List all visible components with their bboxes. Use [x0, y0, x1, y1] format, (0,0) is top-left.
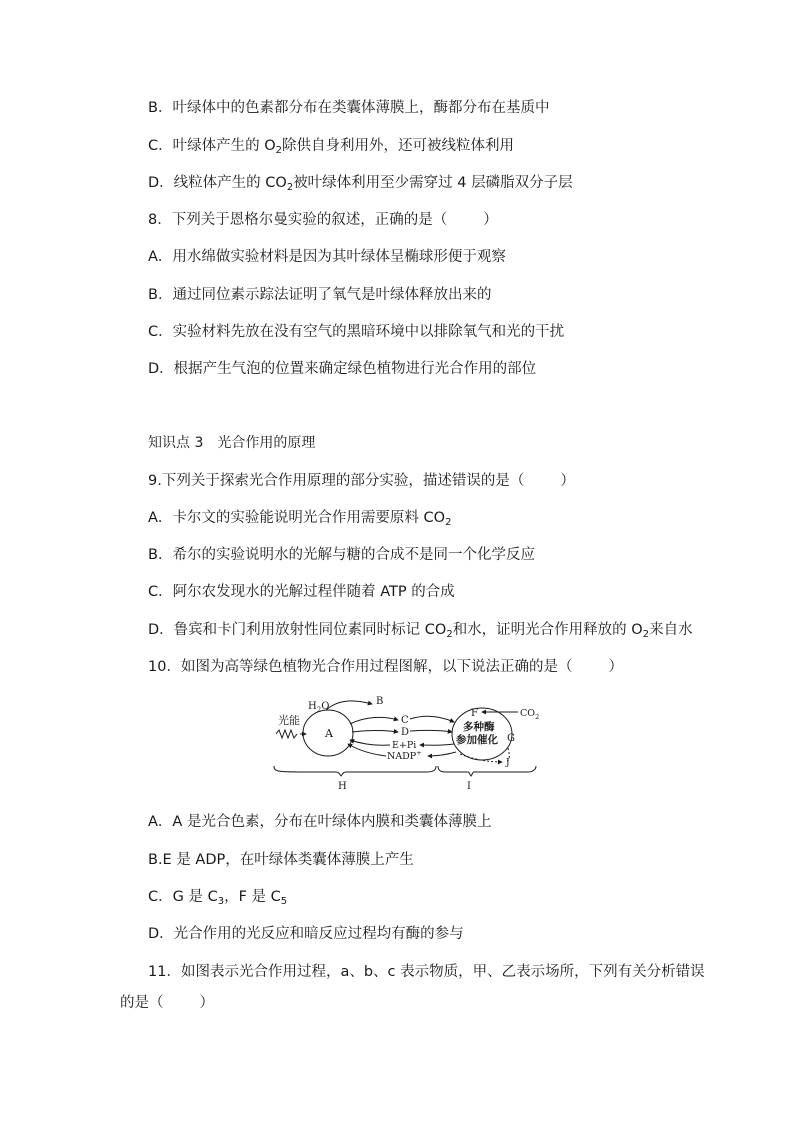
q10-option-b: B.E 是 ADP，在叶绿体类囊体薄膜上产生: [148, 852, 414, 868]
q9-option-b: B．希尔的实验说明水的光解与糖的合成不是同一个化学反应: [148, 547, 535, 563]
q10-option-c: C．G 是 $C_3$，F 是 $C_5$: [148, 889, 288, 907]
label-j: J: [506, 758, 510, 768]
label-enzyme-2: 参加催化: [456, 734, 498, 746]
label-f: F: [471, 708, 478, 719]
label-c: C: [401, 715, 409, 726]
q8-option-a: A．用水绵做实验材料是因为其叶绿体呈椭球形便于观察: [148, 249, 506, 265]
label-d: D: [401, 727, 410, 738]
label-epi: E+Pi: [392, 740, 417, 751]
label-light: 光能: [278, 714, 300, 727]
q9-stem: 9.下列关于探索光合作用原理的部分实验，描述错误的是（ ）: [148, 473, 575, 489]
brace-i: [438, 766, 536, 776]
q8-option-b: B．通过同位素示踪法证明了氧气是叶绿体释放出来的: [148, 287, 492, 303]
label-h: H: [338, 781, 347, 792]
photosynthesis-diagram: [270, 688, 540, 792]
q8-option-c: C．实验材料先放在没有空气的黑暗环境中以排除氧气和光的干扰: [148, 324, 565, 340]
label-water: $H_2O$: [308, 701, 330, 714]
q7-option-c: C．叶绿体产生的 $O_2$除供自身利用外，还可被线粒体利用: [148, 138, 515, 156]
section-title: 知识点 3 光合作用的原理: [148, 435, 316, 451]
label-co2: $CO_2$: [520, 708, 540, 721]
q8-stem: 8．下列关于恩格尔曼实验的叙述，正确的是（ ）: [148, 212, 498, 228]
q10-option-d: D．光合作用的光反应和暗反应过程均有酶的参与: [148, 926, 464, 942]
label-b: B: [376, 696, 384, 707]
q7-option-d: D．线粒体产生的 $CO_2$被叶绿体利用至少需穿过 4 层磷脂双分子层: [148, 175, 573, 193]
q11-stem-line1: 11．如图表示光合作用过程，a、b、c 表示物质，甲、乙表示场所，下列有关分析错误: [148, 964, 705, 980]
q11-stem-line2: 的是（ ）: [120, 995, 214, 1011]
label-nadp: NADP+: [387, 749, 422, 762]
label-g: G: [507, 733, 515, 744]
light-wave-icon: [276, 730, 297, 738]
label-i: I: [467, 781, 471, 792]
q9-option-a: A．卡尔文的实验能说明光合作用需要原料 $CO_2$: [148, 510, 452, 528]
q10-option-a: A．A 是光合色素，分布在叶绿体内膜和类囊体薄膜上: [148, 814, 492, 830]
label-a: A: [325, 727, 333, 740]
q9-option-d: D．鲁宾和卡门利用放射性同位素同时标记 $CO_2$和水，证明光合作用释放的 $O_2$来自水: [148, 622, 693, 640]
q10-stem: 10．如图为高等绿色植物光合作用过程图解，以下说法正确的是（ ）: [148, 659, 623, 675]
q9-option-c: C．阿尔农发现水的光解过程伴随着 ATP 的合成: [148, 584, 455, 600]
q7-option-b: B．叶绿体中的色素都分布在类囊体薄膜上，酶都分布在基质中: [148, 100, 550, 116]
label-enzyme-1: 多种酶: [463, 721, 495, 733]
q8-option-d: D．根据产生气泡的位置来确定绿色植物进行光合作用的部位: [148, 361, 537, 377]
brace-h: [274, 766, 436, 776]
